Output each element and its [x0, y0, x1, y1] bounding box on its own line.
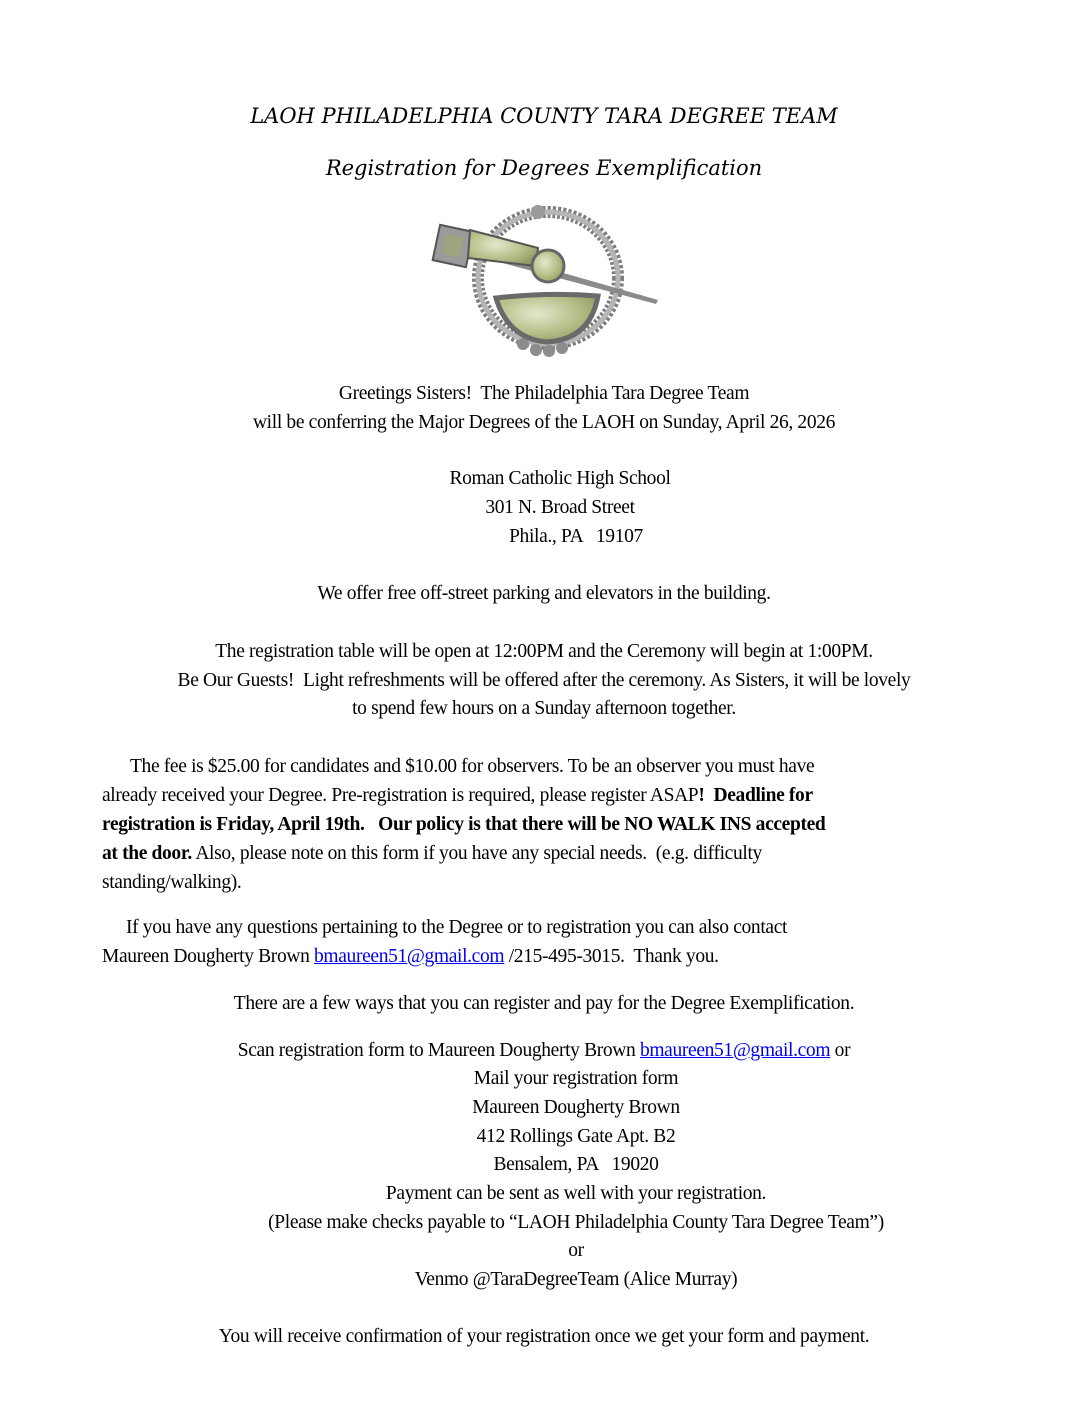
- confirmation-note: You will receive confirmation of your registration once we get your form and payment.: [218, 1326, 870, 1347]
- contact-line-1: If you have any questions pertaining to the Degree or to registration you can also contact: [126, 917, 788, 938]
- schedule-line-1: The registration table will be open at 12:00PM and the Ceremony will begin at 1:00PM.: [215, 641, 873, 662]
- venue-city: Phila., PA 19107: [509, 526, 643, 547]
- checks-payable: (Please make checks payable to “LAOH Philadelphia County Tara Degree Team”): [268, 1212, 884, 1233]
- venmo-option: Venmo @TaraDegreeTeam (Alice Murray): [414, 1269, 738, 1290]
- fees-line-1: The fee is $25.00 for candidates and $10.00 for observers. To be an observer you must have: [130, 756, 815, 777]
- deadline-text-start: ! Deadline for: [698, 785, 813, 806]
- fees-line-2-text: already received your Degree. Pre-registration is required, please register ASAP: [102, 785, 699, 806]
- mail-street: 412 Rollings Gate Apt. B2: [476, 1126, 676, 1147]
- special-needs-text: Also, please note on this form if you have any special needs. (e.g. difficulty: [191, 843, 762, 864]
- schedule-line-2: Be Our Guests! Light refreshments will be offered after the ceremony. As Sisters, it will be lovely: [177, 670, 911, 691]
- payment-note: Payment can be sent as well with your registration.: [385, 1183, 767, 1204]
- venue-name: Roman Catholic High School: [449, 468, 671, 489]
- option-scan: [0, 1039, 1088, 1063]
- fees-line-2: [102, 784, 982, 808]
- greeting-line-2: will be conferring the Major Degrees of the LAOH on Sunday, April 26, 2026: [252, 412, 836, 433]
- mail-name: Maureen Dougherty Brown: [472, 1097, 680, 1118]
- tara-brooch-image: [428, 200, 660, 360]
- parking-note: We offer free off-street parking and elevators in the building.: [317, 583, 771, 604]
- document-subtitle: Registration for Degrees Exemplification: [325, 156, 763, 180]
- mail-city: Bensalem, PA 19020: [493, 1154, 659, 1175]
- scan-email-link[interactable]: bmaureen51@gmail.com: [639, 1040, 831, 1061]
- contact-email-link[interactable]: bmaureen51@gmail.com: [314, 946, 505, 967]
- venue-street: 301 N. Broad Street: [485, 497, 635, 518]
- contact-line-2: [102, 945, 982, 969]
- contact-name: Maureen Dougherty Brown: [102, 946, 315, 967]
- ways-to-register: There are a few ways that you can register and pay for the Degree Exemplification.: [233, 993, 855, 1014]
- or-separator: or: [568, 1240, 584, 1261]
- fees-line-3: registration is Friday, April 19th. Our policy is that there will be NO WALK INS accepted: [102, 814, 826, 835]
- no-walk-ins-end: at the door.: [102, 843, 192, 864]
- schedule-line-3: to spend few hours on a Sunday afternoon together.: [352, 698, 736, 719]
- scan-text: Scan registration form to Maureen Dougherty Brown: [237, 1040, 640, 1061]
- document-title: LAOH PHILADELPHIA COUNTY TARA DEGREE TEAM: [250, 104, 838, 128]
- greeting-line-1: Greetings Sisters! The Philadelphia Tara Degree Team: [338, 383, 750, 404]
- contact-phone: /215-495-3015. Thank you.: [504, 946, 719, 967]
- fees-line-5: standing/walking).: [102, 872, 242, 893]
- fees-line-4: [102, 842, 982, 866]
- option-mail: Mail your registration form: [473, 1068, 679, 1089]
- scan-or: or: [830, 1040, 851, 1061]
